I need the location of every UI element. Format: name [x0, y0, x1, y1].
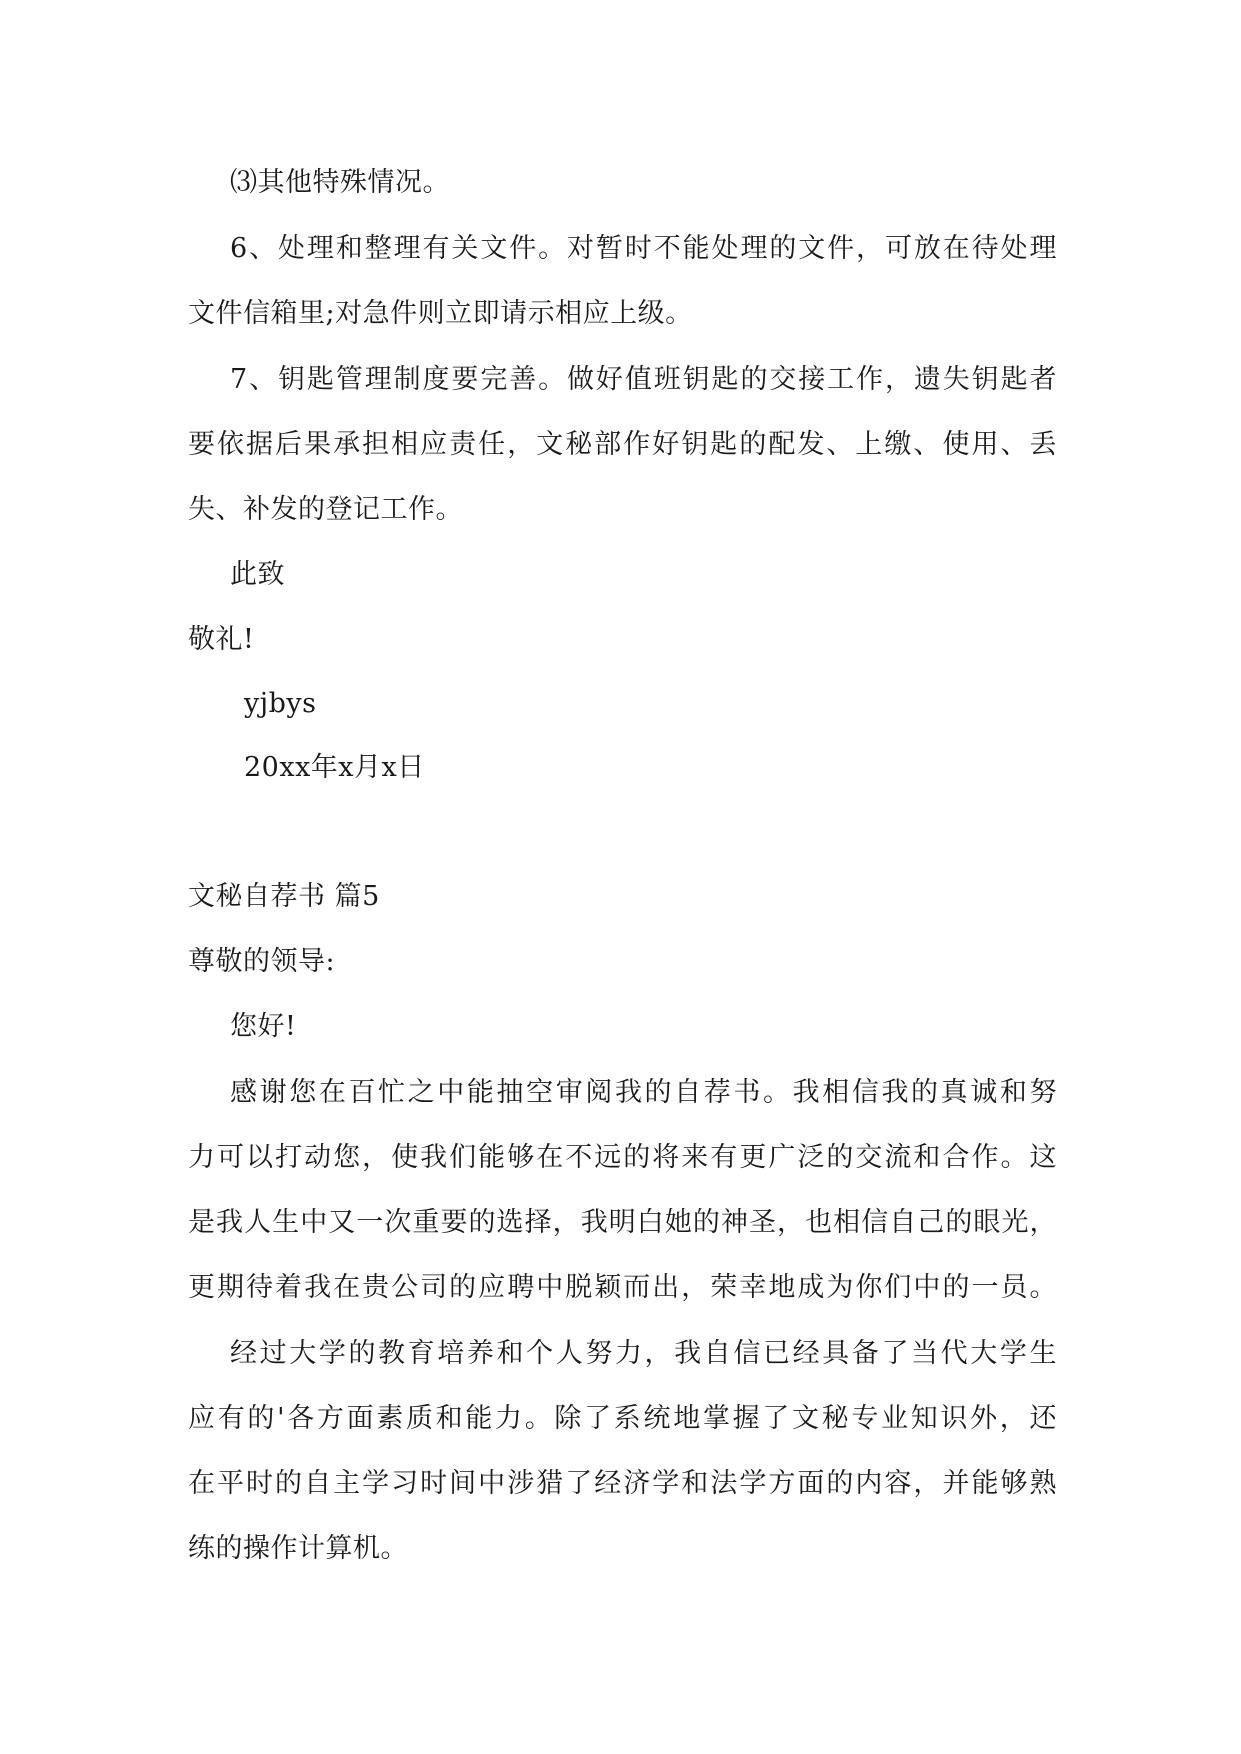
list-item-6-line-1: 6、处理和整理有关文件。对暂时不能处理的文件，可放在待处理 [230, 233, 1057, 264]
list-item-3: ⑶其他特殊情况。 [230, 167, 450, 198]
list-item-7-line-3: 失、补发的登记工作。 [188, 494, 463, 525]
paragraph-1-line-4: 更期待着我在贵公司的应聘中脱颖而出，荣幸地成为你们中的一员。 [188, 1272, 1057, 1303]
list-item-7-line-1: 7、钥匙管理制度要完善。做好值班钥匙的交接工作，遗失钥匙者 [230, 364, 1057, 395]
paragraph-1-line-2: 力可以打动您，使我们能够在不远的将来有更广泛的交流和合作。这 [188, 1142, 1057, 1173]
paragraph-2-line-4: 练的操作计算机。 [188, 1533, 408, 1564]
paragraph-1-line-3: 是我人生中又一次重要的选择，我明白她的神圣，也相信自己的眼光， [188, 1207, 1057, 1238]
signature-date: 20xx年x月x日 [244, 752, 425, 783]
paragraph-2-line-2: 应有的'各方面素质和能力。除了系统地掌握了文秘专业知识外，还 [188, 1403, 1057, 1434]
paragraph-2-line-1: 经过大学的教育培养和个人努力，我自信已经具备了当代大学生 [230, 1338, 1057, 1369]
closing-salute: 敬礼! [188, 624, 255, 655]
list-item-7-line-2: 要依据后果承担相应责任，文秘部作好钥匙的配发、上缴、使用、丢 [188, 429, 1057, 460]
list-item-6-line-2: 文件信箱里;对急件则立即请示相应上级。 [188, 298, 693, 329]
greeting: 您好! [230, 1011, 297, 1042]
signature: yjbys [244, 688, 317, 719]
closing-phrase: 此致 [230, 559, 285, 590]
section-heading: 文秘自荐书 篇5 [188, 881, 380, 912]
paragraph-2-line-3: 在平时的自主学习时间中涉猎了经济学和法学方面的内容，并能够熟 [188, 1468, 1057, 1499]
salutation: 尊敬的领导: [188, 946, 336, 977]
paragraph-1-line-1: 感谢您在百忙之中能抽空审阅我的自荐书。我相信我的真诚和努 [230, 1077, 1057, 1108]
